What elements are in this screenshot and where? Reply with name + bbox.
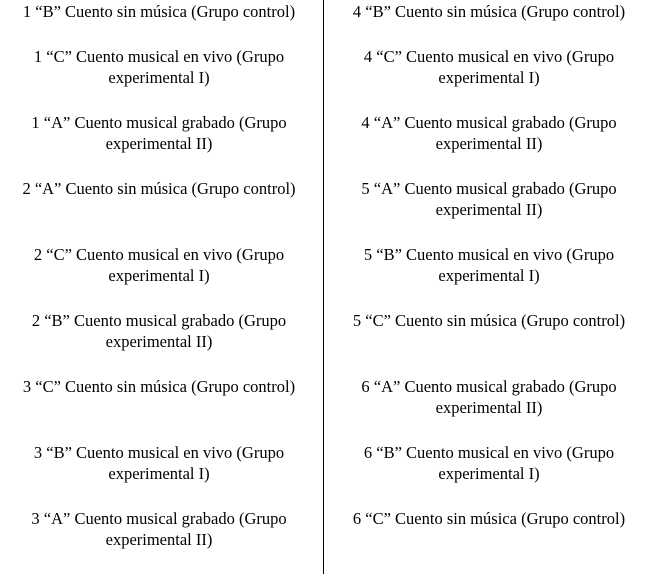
cell-line: experimental II) xyxy=(435,398,543,417)
cell-line: experimental I) xyxy=(438,464,540,483)
cell-line: 6 “C” Cuento sin música (Grupo control) xyxy=(352,509,626,528)
cell-line: 2 “A” Cuento sin música (Grupo control) xyxy=(22,179,296,198)
cell-line: 1 “B” Cuento sin música (Grupo control) xyxy=(22,2,296,21)
table-cell xyxy=(330,46,648,88)
cell-line: 6 “A” Cuento musical grabado (Grupo xyxy=(361,377,617,396)
cell-line: 1 “C” Cuento musical en vivo (Grupo xyxy=(33,47,285,66)
cell-line: experimental I) xyxy=(108,266,210,285)
column-divider xyxy=(323,0,324,574)
cell-line: experimental II) xyxy=(105,332,213,351)
table-cell xyxy=(0,310,318,352)
table-cell xyxy=(330,112,648,154)
cell-line: 4 “C” Cuento musical en vivo (Grupo xyxy=(363,47,615,66)
table-cell xyxy=(330,442,648,484)
table-cell xyxy=(0,442,318,484)
cell-line: experimental I) xyxy=(438,266,540,285)
cell-line: 4 “A” Cuento musical grabado (Grupo xyxy=(361,113,617,132)
cell-line: 3 “B” Cuento musical en vivo (Grupo xyxy=(33,443,285,462)
cell-line: 3 “A” Cuento musical grabado (Grupo xyxy=(31,509,287,528)
cell-line: experimental II) xyxy=(105,530,213,549)
table-cell xyxy=(330,376,648,418)
table-cell xyxy=(330,508,648,529)
table-cell xyxy=(0,508,318,550)
cell-line: 5 “A” Cuento musical grabado (Grupo xyxy=(361,179,617,198)
cell-line: 2 “C” Cuento musical en vivo (Grupo xyxy=(33,245,285,264)
table-cell xyxy=(330,1,648,22)
table-cell xyxy=(0,178,318,199)
cell-line: experimental I) xyxy=(438,68,540,87)
table-cell xyxy=(0,46,318,88)
cell-line: 5 “C” Cuento sin música (Grupo control) xyxy=(352,311,626,330)
cell-line: 3 “C” Cuento sin música (Grupo control) xyxy=(22,377,296,396)
cell-line: 2 “B” Cuento musical grabado (Grupo xyxy=(31,311,287,330)
table-cell xyxy=(0,1,318,22)
cell-line: experimental II) xyxy=(435,200,543,219)
table-cell xyxy=(0,244,318,286)
table-cell xyxy=(0,112,318,154)
cell-line: 4 “B” Cuento sin música (Grupo control) xyxy=(352,2,626,21)
cell-line: experimental I) xyxy=(108,464,210,483)
table-cell xyxy=(330,310,648,331)
cell-line: 1 “A” Cuento musical grabado (Grupo xyxy=(31,113,287,132)
table-cell xyxy=(330,178,648,220)
table-cell xyxy=(330,244,648,286)
cell-line: experimental I) xyxy=(108,68,210,87)
cell-line: experimental II) xyxy=(435,134,543,153)
cell-line: experimental II) xyxy=(105,134,213,153)
cell-line: 5 “B” Cuento musical en vivo (Grupo xyxy=(363,245,615,264)
cell-line: 6 “B” Cuento musical en vivo (Grupo xyxy=(363,443,615,462)
table-cell xyxy=(0,376,318,397)
